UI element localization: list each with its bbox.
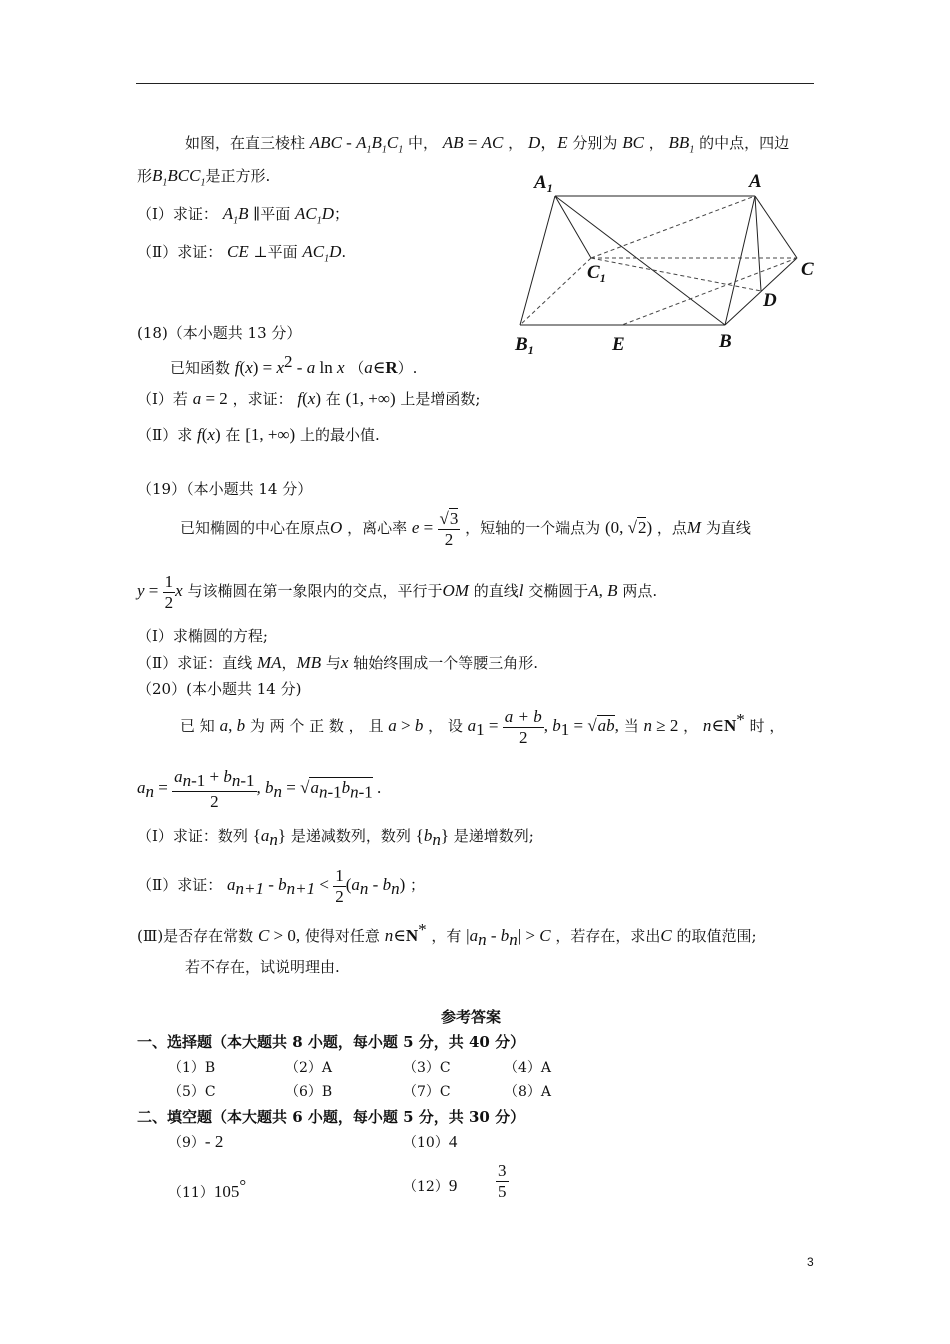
fill-answer-11: （11）105° bbox=[168, 1176, 247, 1201]
edge-c-b bbox=[725, 258, 797, 325]
fill-answer-12: （12）9 bbox=[403, 1176, 458, 1195]
label-c1: $C_1$ bbox=[587, 262, 606, 285]
label-e: E bbox=[612, 334, 625, 355]
edge-c1-b1 bbox=[520, 258, 591, 325]
label-a: A bbox=[749, 171, 762, 192]
mc-answer: （2）A bbox=[285, 1060, 333, 1076]
fill-answer-10: （10）4 bbox=[403, 1132, 458, 1151]
mc-answer: （3）C bbox=[403, 1060, 451, 1076]
q18-part1: （Ⅰ）若 a = 2 ，求证： f(x) 在 (1, +∞) 上是增函数; bbox=[137, 389, 481, 408]
prism-figure bbox=[505, 165, 825, 360]
answers-section-2: 二、填空题（本大题共 6 小题，每小题 5 分，共 30 分） bbox=[137, 1108, 526, 1126]
q18-part2: （Ⅱ）求 f(x) 在 [1, +∞) 上的最小值. bbox=[137, 425, 380, 444]
edge-a1-b bbox=[555, 196, 725, 325]
label-a1: $A_1$ bbox=[534, 172, 553, 195]
q17-part2: （Ⅱ）求证： CE ⊥平面 $AC_1D$. bbox=[137, 242, 347, 265]
fill-answer-9: （9）- 2 bbox=[168, 1132, 224, 1151]
fill-answer-12-fraction: $\frac{3}{5}$ bbox=[498, 1161, 507, 1201]
q17-part1: （Ⅰ）求证： $A_1B$ ∥平面 $AC_1D$； bbox=[137, 204, 350, 227]
label-b1: $B_1$ bbox=[515, 334, 534, 357]
q19-line1: 已知椭圆的中心在原点O ，离心率 e = $\frac{√3}{2}$ ，短轴的一个端点为 (0, √2) ，点M 为直线 bbox=[180, 509, 751, 549]
edge-a-d bbox=[755, 196, 761, 291]
mc-answer: （4）A bbox=[504, 1060, 552, 1076]
mc-answer: （8）A bbox=[504, 1084, 552, 1100]
q17-line2: 形$B_1BCC_1$是正方形. bbox=[137, 166, 271, 189]
mc-answer: （5）C bbox=[168, 1084, 216, 1100]
q19-part1: （Ⅰ）求椭圆的方程; bbox=[137, 627, 268, 645]
mc-answer: （7）C bbox=[403, 1084, 451, 1100]
answers-title: 参考答案 bbox=[441, 1008, 502, 1026]
edge-a1-b1 bbox=[520, 196, 555, 325]
header-rule bbox=[136, 83, 814, 84]
q20-part3-cont: 若不存在，试说明理由. bbox=[185, 958, 340, 976]
q20-line2: $a_n$ = $\frac{a_{n-1} + b_{n-1}}{2}$ , $b_n = √a_{n-1}b_{n-1}$ . bbox=[137, 767, 382, 811]
q20-part2: （Ⅱ）求证： $a_{n+1} - b_{n+1}$ < $\frac{1}{2}$ $(a_n - b_n)$ ； bbox=[137, 866, 426, 906]
label-d: D bbox=[763, 290, 777, 311]
mc-answer: （1）B bbox=[168, 1060, 216, 1076]
q18-head: (18)（本小题共 13 分） bbox=[137, 324, 302, 342]
q19-part2: （Ⅱ）求证：直线 MA，MB 与x 轴始终围成一个等腰三角形. bbox=[137, 653, 538, 672]
edge-c1-d bbox=[591, 258, 761, 291]
edge-a-c bbox=[755, 196, 797, 258]
edge-c1-a bbox=[591, 196, 755, 258]
mc-answer: （6）B bbox=[285, 1084, 333, 1100]
q19-head: （19）（本小题共 14 分） bbox=[137, 480, 313, 498]
q20-part1: （Ⅰ）求证：数列 $\{a_n\}$ 是递减数列，数列 $\{b_n\}$ 是递增数列; bbox=[137, 826, 534, 849]
edge-a-b bbox=[725, 196, 755, 325]
q20-line1: 已 知 a, b 为 两 个 正 数 ， 且 a > b ， 设 $a_1$ = $\frac{a + b}{2}$ , $b_1 = √ab$, 当 n ≥ 2 ， n∈N* 时 ， bbox=[180, 707, 785, 747]
label-c: C bbox=[801, 259, 814, 280]
answers-section-1: 一、选择题（本大题共 8 小题，每小题 5 分，共 40 分） bbox=[137, 1033, 526, 1051]
q20-part3: (Ⅲ)是否存在常数 C > 0, 使得对任意 n∈N* ，有 $|a_n - b_n| > C$ ，若存在，求出C 的取值范围; bbox=[137, 920, 757, 949]
q17-line1: 如图，在直三棱柱 ABC - $A_1B_1C_1$ 中， AB = AC ， D，E 分别为 BC ， $BB_1$ 的中点，四边 bbox=[185, 133, 790, 156]
q19-line2: y = $\frac{1}{2}$ x 与该椭圆在第一象限内的交点，平行于OM 的直线l 交椭圆于A, B 两点. bbox=[137, 572, 658, 612]
q18-line1: 已知函数 $f(x) = x^2 - a$ ln x （a∈R）. bbox=[170, 352, 418, 377]
label-b: B bbox=[719, 331, 732, 352]
page-number: 3 bbox=[807, 1255, 814, 1269]
edge-a1-c1 bbox=[555, 196, 591, 258]
q20-head: （20）(本小题共 14 分) bbox=[137, 680, 302, 698]
